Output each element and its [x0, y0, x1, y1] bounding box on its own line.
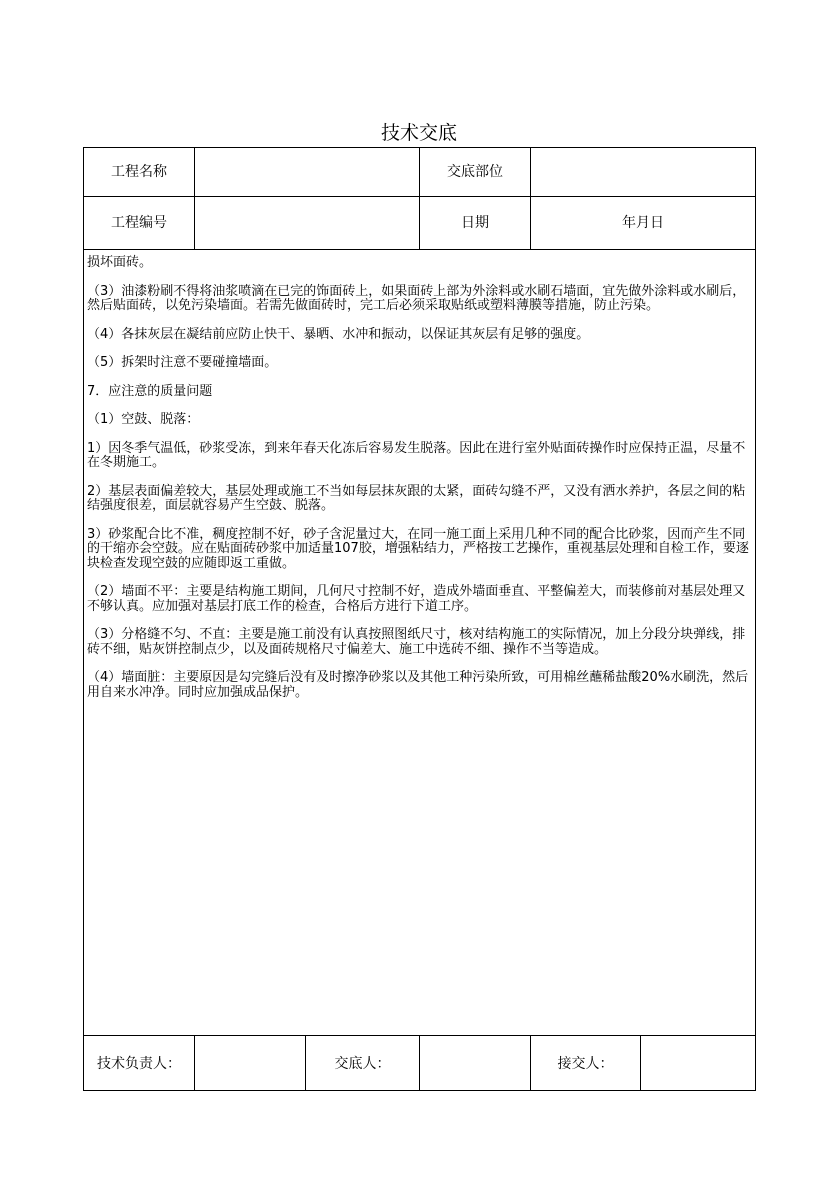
disclosure-content: [87, 256, 755, 714]
content-paragraph: （5）拆架时注意不要碰撞墙面。: [87, 355, 278, 370]
location-label: 交底部位: [447, 164, 503, 180]
project-no-label: 工程编号: [111, 215, 167, 231]
project-name-field[interactable]: [195, 163, 419, 181]
date-label: 日期: [461, 215, 489, 231]
date-field[interactable]: 年月日: [622, 215, 664, 231]
discloser-label: 交底人：: [334, 1056, 391, 1072]
content-paragraph: 损坏面砖。: [87, 255, 153, 270]
receiver-field[interactable]: [641, 1055, 755, 1073]
content-paragraph: （2）墙面不平：主要是结构施工期间，几何尺寸控制不好，造成外墙面垂直、平整偏差大，而装修前对基层处理又不够认真。应加强对基层打底工作的检查，合格后方进行下道工序。: [87, 584, 746, 614]
receiver-label: 接交人：: [557, 1056, 614, 1072]
document-title: 技术交底: [380, 122, 457, 144]
content-paragraph: 7．应注意的质量问题: [87, 383, 213, 399]
project-no-field[interactable]: [195, 214, 419, 232]
tech-lead-label: 技术负责人：: [97, 1056, 181, 1072]
discloser-field[interactable]: [420, 1055, 530, 1073]
content-paragraph: 3）砂浆配合比不准，稠度控制不好，砂子含泥量过大，在同一施工面上采用几种不同的配合比砂浆，因而产生不同的干缩亦会空鼓。应在贴面砖砂浆中加适量107胶，增强粘结力，严格按工艺操作，重视基层处理和自检工作，要逐块检查发现空鼓的应随即返工重做。: [87, 526, 749, 571]
content-paragraph: （4）各抹灰层在凝结前应防止快干、暴晒、水冲和振动，以保证其灰层有足够的强度。: [87, 326, 590, 342]
content-paragraph: （3）分格缝不匀、不直：主要是施工前没有认真按照图纸尺寸，核对结构施工的实际情况，加上分段分块弹线，排砖不细，贴灰饼控制点少，以及面砖规格尺寸偏差大、施工中选砖不细、操作不当等造成。: [87, 627, 746, 657]
project-name-label: 工程名称: [111, 164, 167, 180]
content-paragraph: （4）墙面脏：主要原因是勾完缝后没有及时擦净砂浆以及其他工种污染所致，可用棉丝蘸稀盐酸20%水刷洗，然后用自来水冲净。同时应加强成品保护。: [87, 670, 749, 700]
content-paragraph: 2）基层表面偏差较大，基层处理或施工不当如每层抹灰跟的太紧，面砖勾缝不严，又没有洒水养护，各层之间的粘结强度很差，面层就容易产生空鼓、脱落。: [87, 483, 746, 513]
content-paragraph: （3）油漆粉刷不得将油浆喷滴在已完的饰面砖上，如果面砖上部为外涂料或水刷石墙面，宜先做外涂料或水刷后，然后贴面砖，以免污染墙面。若需先做面砖时，完工后必须采取贴纸或塑料薄膜等措施，防止污染。: [87, 283, 746, 313]
tech-lead-field[interactable]: [195, 1055, 305, 1073]
content-paragraph: （1）空鼓、脱落：: [87, 412, 200, 427]
content-paragraph: 1）因冬季气温低，砂浆受冻，到来年春天化冻后容易发生脱落。因此在进行室外贴面砖操作时应保持正温，尽量不在冬期施工。: [87, 440, 746, 470]
disclosure-form: [83, 147, 756, 1091]
location-field[interactable]: [531, 163, 755, 181]
